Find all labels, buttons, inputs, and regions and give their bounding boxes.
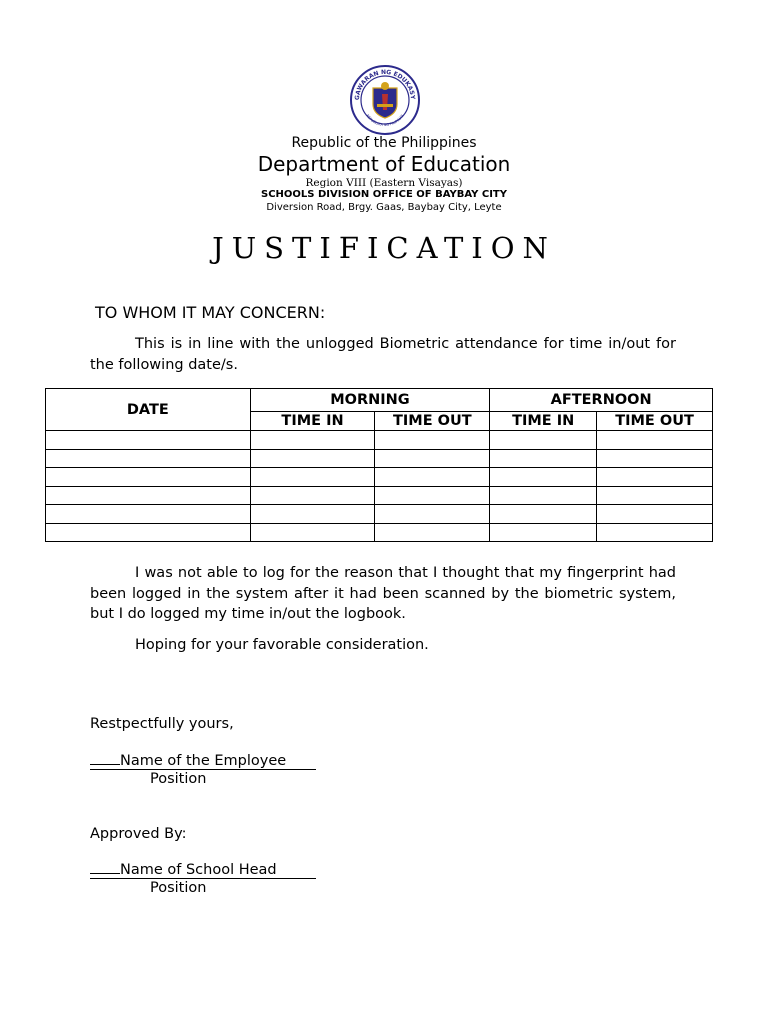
approved-by-label: Approved By: — [90, 826, 187, 842]
pm-time-in-cell[interactable] — [490, 523, 597, 542]
pm-time-in-cell[interactable] — [490, 449, 597, 468]
republic-label: Republic of the Philippines — [291, 135, 477, 151]
region-label: Region VIII (Eastern Visayas) — [305, 177, 463, 189]
afternoon-header: AFTERNOON — [490, 389, 713, 412]
pm-time-out-cell[interactable] — [597, 431, 713, 450]
table-row — [46, 523, 713, 542]
pm-time-in-cell[interactable] — [490, 505, 597, 524]
pm-time-in-cell[interactable] — [490, 468, 597, 487]
am-time-out-cell[interactable] — [375, 431, 490, 450]
attendance-table — [45, 388, 713, 542]
date-cell[interactable] — [46, 505, 251, 524]
am-time-in-cell[interactable] — [250, 523, 375, 542]
employee-position: Position — [150, 771, 207, 787]
consideration-paragraph: Hoping for your favorable consideration. — [135, 637, 429, 653]
am-time-out-cell[interactable] — [375, 449, 490, 468]
school-head-signature-line — [90, 862, 316, 879]
division-office: SCHOOLS DIVISION OFFICE OF BAYBAY CITY — [261, 189, 507, 200]
date-column-header: DATE — [46, 389, 251, 431]
morning-time-in-header: TIME IN — [250, 412, 375, 431]
school-head-position: Position — [150, 880, 207, 896]
salutation: TO WHOM IT MAY CONCERN: — [95, 303, 326, 322]
am-time-in-cell[interactable] — [250, 486, 375, 505]
afternoon-time-in-header: TIME IN — [490, 412, 597, 431]
employee-name: Name of the Employee — [120, 753, 287, 769]
am-time-in-cell[interactable] — [250, 431, 375, 450]
pm-time-out-cell[interactable] — [597, 468, 713, 487]
office-address: Diversion Road, Brgy. Gaas, Baybay City, Leyte — [266, 202, 502, 213]
department-name: Department of Education — [257, 152, 511, 176]
am-time-in-cell[interactable] — [250, 449, 375, 468]
date-cell[interactable] — [46, 431, 251, 450]
am-time-out-cell[interactable] — [375, 486, 490, 505]
pm-time-out-cell[interactable] — [597, 449, 713, 468]
seal-bottom-text: REPUBLIKA NG PILIPINAS — [365, 113, 405, 128]
table-row — [46, 505, 713, 524]
pm-time-out-cell[interactable] — [597, 486, 713, 505]
am-time-out-cell[interactable] — [375, 505, 490, 524]
table-row — [46, 431, 713, 450]
date-cell[interactable] — [46, 486, 251, 505]
pm-time-in-cell[interactable] — [490, 486, 597, 505]
employee-signature-line — [90, 753, 316, 770]
school-head-name: Name of School Head — [120, 862, 277, 878]
am-time-in-cell[interactable] — [250, 505, 375, 524]
reason-paragraph: I was not able to log for the reason that I thought that my fingerprint had been logged in the system after it had been scanned by the biometric system, but I do logged my time in/out the logbook. — [90, 565, 676, 622]
am-time-out-cell[interactable] — [375, 523, 490, 542]
pm-time-out-cell[interactable] — [597, 505, 713, 524]
table-row — [46, 486, 713, 505]
closing-line: Restpectfully yours, — [90, 716, 234, 732]
seal-top-text: GAWARAN NG EDUKASY — [353, 68, 417, 101]
date-cell[interactable] — [46, 468, 251, 487]
date-cell[interactable] — [46, 449, 251, 468]
am-time-in-cell[interactable] — [250, 468, 375, 487]
date-cell[interactable] — [46, 523, 251, 542]
intro-paragraph: This is in line with the unlogged Biometric attendance for time in/out for the following date/s. — [90, 336, 676, 373]
pm-time-in-cell[interactable] — [490, 431, 597, 450]
am-time-out-cell[interactable] — [375, 468, 490, 487]
morning-header: MORNING — [250, 389, 490, 412]
pm-time-out-cell[interactable] — [597, 523, 713, 542]
morning-time-out-header: TIME OUT — [375, 412, 490, 431]
table-row — [46, 449, 713, 468]
deped-seal-logo — [349, 64, 421, 136]
table-row — [46, 468, 713, 487]
afternoon-time-out-header: TIME OUT — [597, 412, 713, 431]
document-title: JUSTIFICATION — [212, 231, 556, 265]
